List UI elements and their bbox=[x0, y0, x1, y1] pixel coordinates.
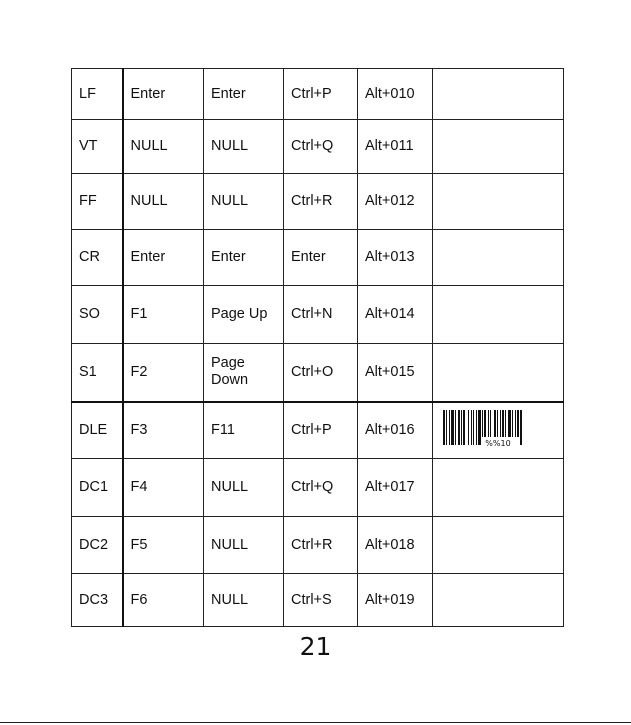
control-code-cell: DC2 bbox=[72, 517, 123, 574]
control-code-cell: CR bbox=[72, 230, 123, 286]
barcode-bar bbox=[451, 410, 454, 445]
control-code-cell: S1 bbox=[72, 344, 123, 402]
barcode-bar bbox=[515, 410, 516, 437]
barcode-bar bbox=[471, 410, 472, 445]
control-code-cell: DC1 bbox=[72, 459, 123, 517]
key-cell: F5 bbox=[123, 517, 204, 574]
key-cell: Ctrl+N bbox=[284, 286, 358, 344]
barcode-bar bbox=[497, 410, 498, 437]
control-code-cell: VT bbox=[72, 120, 123, 174]
alt-code-cell: Alt+019 bbox=[358, 574, 433, 627]
table-row bbox=[72, 230, 564, 286]
barcode-bar bbox=[446, 410, 447, 445]
key-cell: F4 bbox=[123, 459, 204, 517]
empty-barcode-cell bbox=[433, 459, 564, 517]
empty-barcode-cell bbox=[433, 344, 564, 402]
barcode-image bbox=[440, 409, 556, 452]
alt-code-cell: Alt+013 bbox=[358, 230, 433, 286]
key-cell: Enter bbox=[284, 230, 358, 286]
table-row bbox=[72, 69, 564, 120]
barcode-bar bbox=[458, 410, 460, 445]
barcode-bar bbox=[482, 410, 483, 437]
barcode-caption: %%10 bbox=[485, 438, 511, 447]
barcode-bar bbox=[517, 410, 519, 437]
barcode-bar bbox=[512, 410, 513, 437]
alt-code-cell: Alt+014 bbox=[358, 286, 433, 344]
key-cell: NULL bbox=[204, 459, 284, 517]
key-cell: Enter bbox=[123, 69, 204, 120]
empty-barcode-cell bbox=[433, 286, 564, 344]
page-bottom-divider bbox=[0, 722, 631, 723]
key-cell: Ctrl+P bbox=[284, 402, 358, 459]
empty-barcode-cell bbox=[433, 174, 564, 230]
barcode-bar bbox=[478, 410, 481, 445]
key-mapping-table-container bbox=[71, 68, 564, 627]
barcode-bar bbox=[468, 410, 469, 445]
table-row bbox=[72, 402, 564, 459]
alt-code-cell: Alt+016 bbox=[358, 402, 433, 459]
barcode-bar bbox=[494, 410, 496, 437]
table-row bbox=[72, 517, 564, 574]
barcode-bar bbox=[520, 410, 522, 445]
alt-code-cell: Alt+012 bbox=[358, 174, 433, 230]
control-code-cell: DLE bbox=[72, 402, 123, 459]
key-cell: Enter bbox=[204, 69, 284, 120]
barcode-bar bbox=[490, 410, 491, 437]
page-number: 21 bbox=[299, 632, 332, 661]
alt-code-cell: Alt+015 bbox=[358, 344, 433, 402]
barcode-bar bbox=[488, 410, 489, 437]
key-cell: Enter bbox=[204, 230, 284, 286]
empty-barcode-cell bbox=[433, 517, 564, 574]
key-cell: NULL bbox=[123, 120, 204, 174]
table-row bbox=[72, 174, 564, 230]
key-cell: NULL bbox=[204, 174, 284, 230]
table-row bbox=[72, 120, 564, 174]
alt-code-cell: Alt+017 bbox=[358, 459, 433, 517]
alt-code-cell: Alt+018 bbox=[358, 517, 433, 574]
empty-barcode-cell bbox=[433, 120, 564, 174]
table-row bbox=[72, 286, 564, 344]
key-cell: Ctrl+R bbox=[284, 174, 358, 230]
key-cell: Ctrl+O bbox=[284, 344, 358, 402]
key-cell: Page Down bbox=[204, 344, 284, 402]
key-mapping-table bbox=[71, 68, 564, 627]
control-code-cell: DC3 bbox=[72, 574, 123, 627]
barcode-bar bbox=[500, 410, 501, 437]
table-row bbox=[72, 459, 564, 517]
barcode-bar bbox=[443, 410, 445, 445]
key-cell: NULL bbox=[204, 517, 284, 574]
barcode-bar bbox=[476, 410, 477, 445]
key-cell: Ctrl+P bbox=[284, 69, 358, 120]
barcode-bar bbox=[505, 410, 506, 437]
barcode-bar bbox=[463, 410, 465, 445]
key-cell: Ctrl+S bbox=[284, 574, 358, 627]
control-code-cell: SO bbox=[72, 286, 123, 344]
barcode-cell bbox=[433, 402, 564, 459]
table-row bbox=[72, 344, 564, 402]
key-cell: F2 bbox=[123, 344, 204, 402]
barcode-bar bbox=[502, 410, 504, 437]
key-cell: Enter bbox=[123, 230, 204, 286]
barcode-bar bbox=[473, 410, 474, 445]
barcode-bar bbox=[455, 410, 456, 445]
barcode-bar bbox=[508, 410, 511, 437]
key-cell: Ctrl+R bbox=[284, 517, 358, 574]
barcode-bar bbox=[484, 410, 486, 437]
empty-barcode-cell bbox=[433, 230, 564, 286]
key-cell: Page Up bbox=[204, 286, 284, 344]
key-cell: NULL bbox=[204, 120, 284, 174]
empty-barcode-cell bbox=[433, 69, 564, 120]
key-cell: Ctrl+Q bbox=[284, 120, 358, 174]
table-row bbox=[72, 574, 564, 627]
alt-code-cell: Alt+010 bbox=[358, 69, 433, 120]
control-code-cell: FF bbox=[72, 174, 123, 230]
key-cell: F6 bbox=[123, 574, 204, 627]
key-cell: F11 bbox=[204, 402, 284, 459]
barcode-bar bbox=[461, 410, 462, 445]
empty-barcode-cell bbox=[433, 574, 564, 627]
key-cell: F1 bbox=[123, 286, 204, 344]
key-cell: NULL bbox=[123, 174, 204, 230]
alt-code-cell: Alt+011 bbox=[358, 120, 433, 174]
key-cell: Ctrl+Q bbox=[284, 459, 358, 517]
barcode-icon bbox=[440, 409, 556, 447]
key-cell: F3 bbox=[123, 402, 204, 459]
barcode-bar bbox=[449, 410, 450, 445]
control-code-cell: LF bbox=[72, 69, 123, 120]
key-cell: NULL bbox=[204, 574, 284, 627]
